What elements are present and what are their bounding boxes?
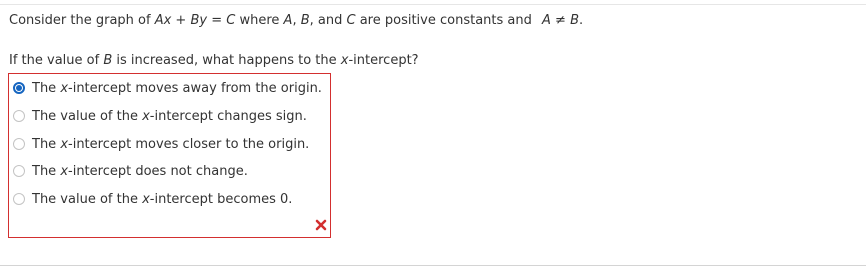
choice-option-4[interactable]: [13, 162, 248, 180]
choice-option-5[interactable]: [13, 190, 292, 208]
choice-label: The value of the x-intercept becomes 0.: [32, 191, 293, 207]
answer-choices-box: [8, 73, 331, 238]
radio-unselected-icon[interactable]: [13, 138, 25, 150]
question-stem: Consider the graph of Ax + By = C where A, B, and C are positive constants and A ≠ B.: [9, 13, 584, 28]
incorrect-x-icon: [315, 219, 327, 231]
choice-option-3[interactable]: [13, 135, 309, 153]
bottom-divider: [0, 265, 866, 266]
radio-unselected-icon[interactable]: [13, 165, 25, 177]
choice-option-2[interactable]: [13, 107, 307, 125]
radio-unselected-icon[interactable]: [13, 110, 25, 122]
top-divider: [0, 4, 866, 5]
radio-selected-icon[interactable]: [13, 82, 25, 94]
choice-option-1[interactable]: [13, 79, 322, 97]
question-prompt: If the value of B is increased, what happens to the x-intercept?: [9, 53, 419, 68]
choice-label: The x-intercept moves closer to the origin.: [32, 136, 310, 152]
choice-label: The x-intercept does not change.: [32, 163, 248, 179]
choice-label: The value of the x-intercept changes sign.: [32, 108, 307, 124]
radio-unselected-icon[interactable]: [13, 193, 25, 205]
choice-label: The x-intercept moves away from the origin.: [32, 80, 322, 96]
